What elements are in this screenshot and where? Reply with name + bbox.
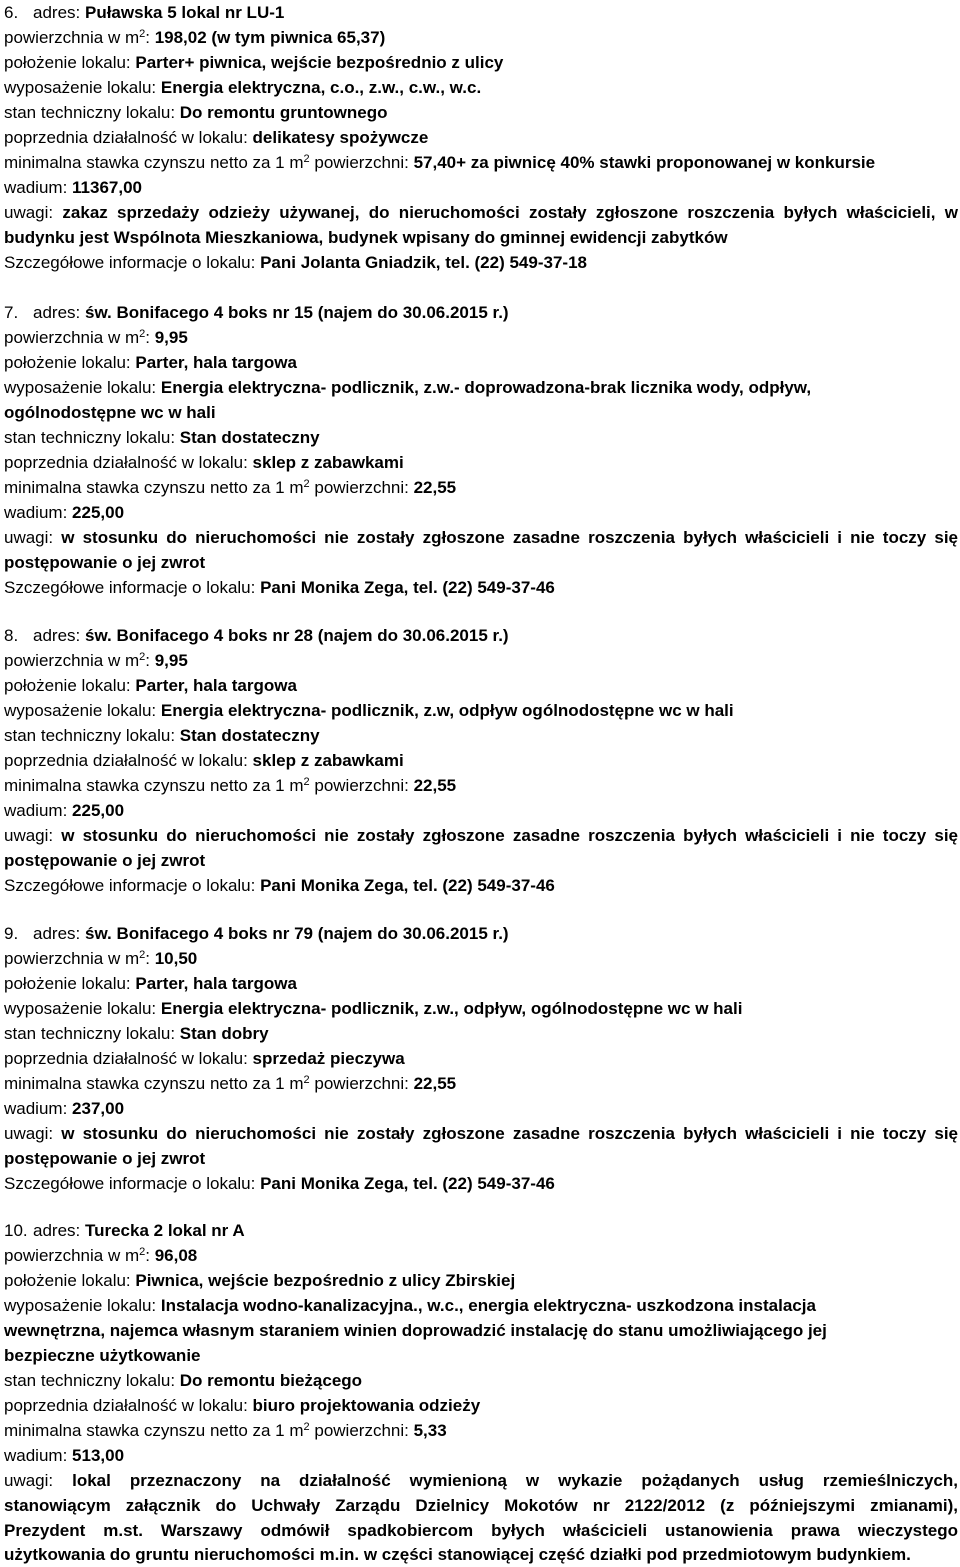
address-value: św. Bonifacego 4 boks nr 79 (najem do 30.06.2015 r.) [84,924,509,943]
location-value: Parter, hala targowa [135,353,297,372]
item-9-remarks-line-2: postępowanie o jej zwrot [4,1149,206,1168]
remarks-label: uwagi: [4,826,62,845]
condition-label: stan techniczny lokalu: [4,103,180,122]
superscript: 2 [303,1421,310,1433]
location-label: położenie lokalu: [4,1271,136,1290]
address-label: adres: [33,924,85,943]
location-value: Parter, hala targowa [135,676,297,695]
remarks-value: zakaz sprzedaży odzieży używanej, do nieruchomości zostały zgłoszone roszczenia byłych właścicieli, w [62,203,958,222]
rent-label: minimalna stawka czynszu netto za 1 m [4,1421,304,1440]
item-6-contact-line [4,250,958,275]
item-number: 7. [4,303,19,322]
rent-label: minimalna stawka czynszu netto za 1 m [4,776,304,795]
rent-label-suffix: powierzchni: [309,1421,414,1440]
location-label: położenie lokalu: [4,53,136,72]
equipment-label: wyposażenie lokalu: [4,999,161,1018]
item-9-deposit-line [4,1096,958,1121]
condition-label: stan techniczny lokalu: [4,1024,180,1043]
previous-activity-value: biuro projektowania odzieży [252,1396,481,1415]
area-value: 198,02 (w tym piwnica 65,37) [154,28,386,47]
item-8-address-line [4,623,958,648]
rent-value: 57,40+ za piwnicę 40% stawki proponowanej w konkursie [413,153,876,172]
previous-activity-label: poprzednia działalność w lokalu: [4,128,253,147]
rent-label: minimalna stawka czynszu netto za 1 m [4,478,304,497]
item-8-remarks-line-2: postępowanie o jej zwrot [4,851,206,870]
condition-value: Stan dostateczny [179,428,320,447]
item-7-condition-line [4,425,958,450]
remarks-value: w stosunku do nieruchomości nie zostały zgłoszone zasadne roszczenia byłych właścicieli i nie toczy się [61,826,958,845]
previous-activity-value: sklep z zabawkami [252,453,404,472]
rent-label-suffix: powierzchni: [309,776,414,795]
equipment-value: Energia elektryczna- podlicznik, z.w.- doprowadzona-brak licznika wody, odpływ, [160,378,812,397]
condition-value: Do remontu bieżącego [179,1371,363,1390]
remarks-label: uwagi: [4,528,62,547]
item-9-address-line [4,921,958,946]
deposit-label: wadium: [4,801,73,820]
item-8-location-line [4,673,958,698]
item-6-remarks-line-2: budynku jest Wspólnota Mieszkaniowa, budynek wpisany do gminnej ewidencji zabytków [4,228,728,247]
deposit-value: 11367,00 [72,178,142,197]
deposit-label: wadium: [4,503,73,522]
item-9-previous-activity-line [4,1046,958,1071]
area-label-suffix: : [145,328,155,347]
area-value: 9,95 [154,651,188,670]
address-value: św. Bonifacego 4 boks nr 15 (najem do 30.06.2015 r.) [84,303,509,322]
equipment-label: wyposażenie lokalu: [4,1296,161,1315]
item-8-equipment-line [4,698,958,723]
rent-label: minimalna stawka czynszu netto za 1 m [4,153,304,172]
location-label: położenie lokalu: [4,353,136,372]
superscript: 2 [139,1246,146,1258]
area-value: 96,08 [154,1246,198,1265]
contact-value: Pani Monika Zega, tel. (22) 549-37-46 [260,1174,555,1193]
item-8-deposit-line [4,798,958,823]
previous-activity-value: sprzedaż pieczywa [252,1049,405,1068]
previous-activity-label: poprzednia działalność w lokalu: [4,1049,253,1068]
item-6-equipment-line [4,75,958,100]
item-7-equipment-line-1 [4,375,958,400]
location-value: Piwnica, wejście bezpośrednio z ulicy Zbirskiej [135,1271,516,1290]
item-6-address-line [4,0,958,25]
area-value: 9,95 [154,328,188,347]
condition-label: stan techniczny lokalu: [4,726,180,745]
location-label: położenie lokalu: [4,676,136,695]
item-6-location-line [4,50,958,75]
item-9-contact-line [4,1171,958,1196]
condition-value: Stan dostateczny [179,726,320,745]
item-number: 10. [4,1221,28,1240]
previous-activity-label: poprzednia działalność w lokalu: [4,751,253,770]
item-6-remarks-line-1 [4,200,958,225]
condition-label: stan techniczny lokalu: [4,1371,180,1390]
address-value: Turecka 2 lokal nr A [84,1221,245,1240]
rent-label: minimalna stawka czynszu netto za 1 m [4,1074,304,1093]
item-7-area-line [4,325,958,350]
address-value: Puławska 5 lokal nr LU-1 [84,3,285,22]
address-label: adres: [33,3,85,22]
deposit-value: 237,00 [72,1099,125,1118]
address-label: adres: [33,626,85,645]
address-label: adres: [33,303,85,322]
condition-value: Do remontu gruntownego [179,103,388,122]
item-10-equipment-line-2: wewnętrzna, najemca własnym staraniem winien doprowadzić instalację do stanu umożliwiającego jej [4,1321,827,1340]
rent-label-suffix: powierzchni: [309,153,414,172]
deposit-value: 225,00 [72,503,125,522]
location-value: Parter+ piwnica, wejście bezpośrednio z ulicy [135,53,504,72]
item-9-remarks-line-1 [4,1121,958,1146]
rent-value: 22,55 [413,776,457,795]
contact-value: Pani Monika Zega, tel. (22) 549-37-46 [260,876,555,895]
area-label-suffix: : [145,949,155,968]
deposit-label: wadium: [4,1446,73,1465]
item-7-equipment-line-2: ogólnodostępne wc w hali [4,403,216,422]
item-7-location-line [4,350,958,375]
address-label: adres: [33,1221,85,1240]
remarks-label: uwagi: [4,203,63,222]
superscript: 2 [303,1074,310,1086]
item-9-area-line [4,946,958,971]
item-number: 8. [4,626,19,645]
item-9-location-line [4,971,958,996]
item-6-previous-activity-line [4,125,958,150]
item-6-area-line [4,25,958,50]
rent-value: 22,55 [413,478,457,497]
superscript: 2 [139,949,146,961]
equipment-label: wyposażenie lokalu: [4,78,161,97]
previous-activity-label: poprzednia działalność w lokalu: [4,453,253,472]
item-7-previous-activity-line [4,450,958,475]
equipment-value: Energia elektryczna, c.o., z.w., c.w., w.c. [160,78,482,97]
item-7-contact-line [4,575,958,600]
item-8-remarks-line-1 [4,823,958,848]
remarks-value: w stosunku do nieruchomości nie zostały zgłoszone zasadne roszczenia byłych właścicieli i nie toczy się [61,1124,958,1143]
contact-label: Szczegółowe informacje o lokalu: [4,876,261,895]
contact-label: Szczegółowe informacje o lokalu: [4,1174,261,1193]
item-10-remarks-line-3: Prezydent m.st. Warszawy odmówił spadkobiercom byłych właścicieli ustanowienia prawa wieczystego [4,1521,958,1540]
previous-activity-label: poprzednia działalność w lokalu: [4,1396,253,1415]
item-10-remarks-line-4: użytkowania do gruntu nieruchomości m.in. w części stanowiącej część działki pod przedmiotowym budynkiem. [4,1545,911,1564]
remarks-value: w stosunku do nieruchomości nie zostały zgłoszone zasadne roszczenia byłych właścicieli i nie toczy się [61,528,958,547]
area-label: powierzchnia w m [4,28,140,47]
item-10-deposit-line [4,1443,958,1468]
contact-value: Pani Monika Zega, tel. (22) 549-37-46 [260,578,555,597]
equipment-value: Instalacja wodno-kanalizacyjna., w.c., energia elektryczna- uszkodzona instalacja [160,1296,816,1315]
item-7-remarks-line-2: postępowanie o jej zwrot [4,553,206,572]
item-8-condition-line [4,723,958,748]
area-label-suffix: : [145,651,155,670]
item-8-previous-activity-line [4,748,958,773]
rent-value: 22,55 [413,1074,457,1093]
previous-activity-value: delikatesy spożywcze [252,128,429,147]
condition-value: Stan dobry [179,1024,269,1043]
area-value: 10,50 [154,949,198,968]
item-6-rent-line [4,150,958,175]
contact-value: Pani Jolanta Gniadzik, tel. (22) 549-37-18 [260,253,587,272]
area-label-suffix: : [145,1246,155,1265]
item-10-condition-line [4,1368,958,1393]
address-value: św. Bonifacego 4 boks nr 28 (najem do 30.06.2015 r.) [84,626,509,645]
item-10-remarks-line-1 [4,1468,958,1493]
remarks-value: lokal przeznaczony na działalność wymienioną w wykazie pożądanych usług rzemieślniczych, [72,1471,958,1490]
area-label: powierzchnia w m [4,328,140,347]
previous-activity-value: sklep z zabawkami [252,751,404,770]
item-8-rent-line [4,773,958,798]
item-10-address-line [4,1218,958,1243]
item-6-deposit-line [4,175,958,200]
area-label: powierzchnia w m [4,949,140,968]
item-6-condition-line [4,100,958,125]
equipment-value: Energia elektryczna- podlicznik, z.w., odpływ, ogólnodostępne wc w hali [160,999,743,1018]
item-8-contact-line [4,873,958,898]
item-10-previous-activity-line [4,1393,958,1418]
superscript: 2 [303,478,310,490]
item-10-equipment-line-1 [4,1293,958,1318]
superscript: 2 [139,651,146,663]
equipment-label: wyposażenie lokalu: [4,378,161,397]
item-10-area-line [4,1243,958,1268]
item-number: 6. [4,3,19,22]
superscript: 2 [139,328,146,340]
item-9-rent-line [4,1071,958,1096]
remarks-label: uwagi: [4,1471,73,1490]
location-label: położenie lokalu: [4,974,136,993]
item-9-condition-line [4,1021,958,1046]
area-label: powierzchnia w m [4,651,140,670]
condition-label: stan techniczny lokalu: [4,428,180,447]
deposit-value: 513,00 [72,1446,125,1465]
item-10-rent-line [4,1418,958,1443]
contact-label: Szczegółowe informacje o lokalu: [4,578,261,597]
item-number: 9. [4,924,19,943]
superscript: 2 [303,776,310,788]
rent-label-suffix: powierzchni: [309,1074,414,1093]
equipment-value: Energia elektryczna- podlicznik, z.w, odpływ ogólnodostępne wc w hali [160,701,734,720]
rent-value: 5,33 [413,1421,447,1440]
superscript: 2 [139,28,146,40]
item-10-location-line [4,1268,958,1293]
deposit-label: wadium: [4,1099,73,1118]
superscript: 2 [303,153,310,165]
item-10-equipment-line-3: bezpieczne użytkowanie [4,1346,201,1365]
item-9-equipment-line [4,996,958,1021]
remarks-label: uwagi: [4,1124,62,1143]
area-label-suffix: : [145,28,155,47]
item-10-remarks-line-2: stanowiącym załącznik do Uchwały Zarządu Dzielnicy Mokotów nr 2122/2012 (z późniejszymi zmianami), [4,1496,958,1515]
deposit-value: 225,00 [72,801,125,820]
item-7-address-line [4,300,958,325]
item-7-deposit-line [4,500,958,525]
contact-label: Szczegółowe informacje o lokalu: [4,253,261,272]
area-label: powierzchnia w m [4,1246,140,1265]
item-7-remarks-line-1 [4,525,958,550]
rent-label-suffix: powierzchni: [309,478,414,497]
equipment-label: wyposażenie lokalu: [4,701,161,720]
item-7-rent-line [4,475,958,500]
item-8-area-line [4,648,958,673]
deposit-label: wadium: [4,178,73,197]
location-value: Parter, hala targowa [135,974,297,993]
